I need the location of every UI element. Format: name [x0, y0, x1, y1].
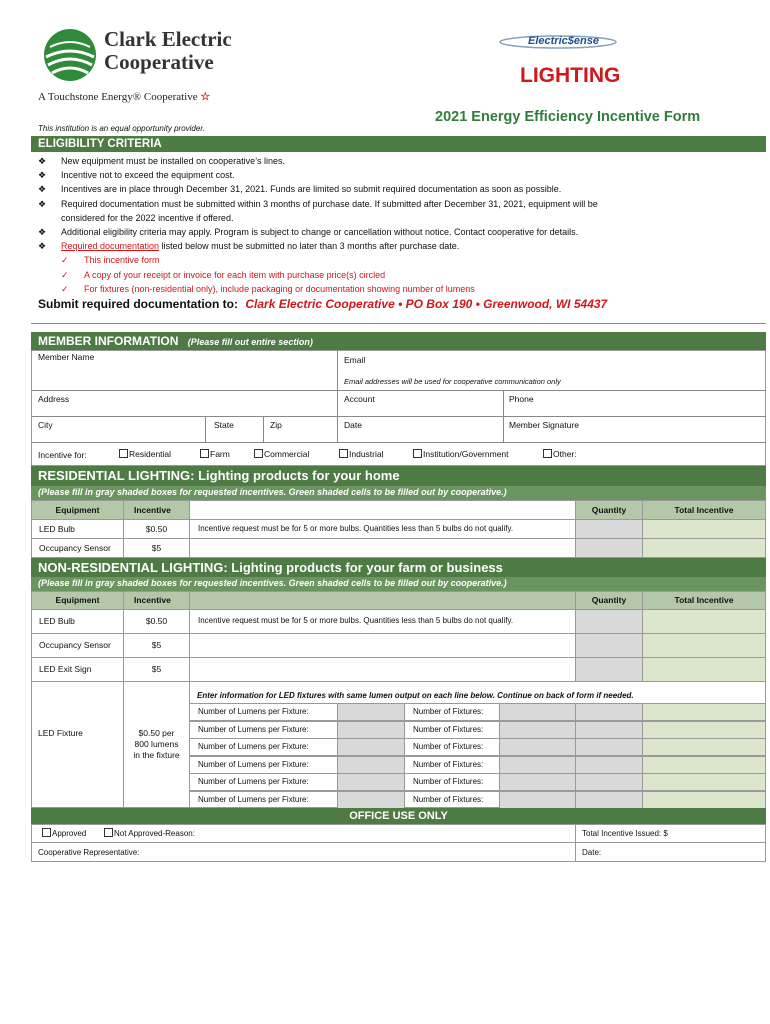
table-row: Occupancy Sensor [31, 633, 124, 658]
list-item: ❖ Required documentation must be submitted within 3 months of purchase date. If submitted after December 31, 2021, equipment will be [38, 197, 738, 211]
lumens-input[interactable] [337, 791, 405, 809]
eligibility-header: ELIGIBILITY CRITERIA [31, 136, 766, 152]
checkmark-icon: ✓ [61, 283, 69, 294]
checkmark-icon: ✓ [61, 269, 69, 280]
form-title: 2021 Energy Efficiency Incentive Form [435, 109, 701, 125]
fixture-incentive: $0.50 per 800 lumens in the fixture [133, 728, 180, 760]
list-item: ❖ Incentive not to exceed the equipment cost. [38, 168, 738, 182]
checkbox[interactable] [200, 449, 209, 458]
res-col-equipment: Equipment [31, 500, 124, 520]
table-row: LED Bulb [31, 609, 124, 634]
office-header: OFFICE USE ONLY [31, 808, 766, 825]
checkmark-icon: ✓ [61, 255, 69, 266]
lumens-input[interactable] [337, 738, 405, 756]
total-cell [642, 791, 766, 809]
clark-logo-icon [42, 27, 98, 83]
fixtures-label: Number of Fixtures: [404, 756, 500, 774]
fixtures-input[interactable] [499, 773, 576, 791]
quantity-input[interactable] [575, 538, 643, 558]
quantity-input[interactable] [575, 703, 643, 721]
email-note: Email addresses will be used for cooperative communication only [344, 377, 561, 386]
required-doc-link[interactable]: Required documentation [61, 241, 160, 252]
checkbox[interactable] [339, 449, 348, 458]
diamond-bullet-icon: ❖ [38, 198, 47, 209]
check-item: ✓ This incentive form [38, 253, 738, 267]
list-item: ❖ Required documentation listed below must be submitted no later than 3 months after purchase date. [38, 239, 738, 253]
res-col-incentive: Incentive [123, 500, 190, 520]
address-field[interactable]: Address [38, 394, 70, 404]
total-cell [642, 721, 766, 739]
touchstone-figures-icon: ☆ [200, 91, 211, 103]
total-cell [642, 657, 766, 682]
date-field[interactable]: Date [344, 420, 362, 430]
fixture-instruction: Enter information for LED fixtures with same lumen output on each line below. Continue on back of form if needed. [197, 691, 634, 700]
checkbox[interactable] [254, 449, 263, 458]
program-title: LIGHTING [520, 64, 621, 87]
phone-field[interactable]: Phone [509, 394, 534, 404]
org-name: Clark Electric Cooperative [104, 27, 232, 74]
res-col-total: Total Incentive [642, 500, 766, 520]
list-item: ❖ Additional eligibility criteria may apply. Program is subject to change or cancellation without notice. Contact cooperative for details. [38, 225, 738, 239]
total-issued: Total Incentive Issued: $ [582, 829, 668, 838]
table-row: Occupancy Sensor [31, 538, 124, 558]
member-header: MEMBER INFORMATION (Please fill out entire section) [31, 332, 766, 350]
diamond-bullet-icon: ❖ [38, 241, 47, 252]
submit-line: Submit required documentation to: Clark Electric Cooperative • PO Box 190 • Greenwood, WI 54437 [38, 297, 608, 311]
equal-opportunity: This institution is an equal opportunity provider. [38, 124, 205, 133]
diamond-bullet-icon: ❖ [38, 170, 47, 181]
check-item: ✓ A copy of your receipt or invoice for each item with purchase price(s) circled [38, 268, 738, 282]
lumens-label: Number of Lumens per Fixture: [189, 721, 338, 739]
quantity-input[interactable] [575, 773, 643, 791]
nonres-col-incentive: Incentive [123, 591, 190, 610]
fixtures-input[interactable] [499, 703, 576, 721]
fixtures-label: Number of Fixtures: [404, 703, 500, 721]
incentive-for-label: Incentive for: [38, 450, 87, 460]
fixtures-input[interactable] [499, 721, 576, 739]
account-field[interactable]: Account [344, 394, 375, 404]
option-commercial[interactable]: Commercial [254, 449, 309, 459]
coop-rep: Cooperative Representative: [38, 848, 140, 857]
signature-field[interactable]: Member Signature [509, 420, 579, 430]
total-cell [642, 519, 766, 539]
option-residential[interactable]: Residential [119, 449, 171, 459]
fixtures-label: Number of Fixtures: [404, 738, 500, 756]
electricsense-logo: Electric$ense [498, 32, 618, 52]
list-item-continued: considered for the 2022 incentive if offered. [61, 212, 234, 223]
quantity-input[interactable] [575, 721, 643, 739]
quantity-input[interactable] [575, 519, 643, 539]
quantity-input[interactable] [575, 609, 643, 634]
checkbox[interactable] [42, 828, 51, 837]
option-other[interactable]: Other: [543, 449, 577, 459]
lumens-label: Number of Lumens per Fixture: [189, 791, 338, 809]
lumens-input[interactable] [337, 773, 405, 791]
residential-subtitle: (Please fill in gray shaded boxes for requested incentives. Green shaded cells to be filled out by cooperative.) [31, 486, 766, 500]
total-cell [642, 538, 766, 558]
table-row: LED Bulb [31, 519, 124, 539]
list-item: ❖ Incentives are in place through December 31, 2021. Funds are limited so submit required documentation as soon as possible. [38, 182, 738, 196]
eligibility-list [38, 154, 738, 296]
nonresidential-header: NON-RESIDENTIAL LIGHTING: Lighting products for your farm or business [31, 558, 766, 577]
option-industrial[interactable]: Industrial [339, 449, 384, 459]
fixtures-input[interactable] [499, 791, 576, 809]
quantity-input[interactable] [575, 756, 643, 774]
res-col-quantity: Quantity [575, 500, 643, 520]
total-cell [642, 703, 766, 721]
checkbox[interactable] [543, 449, 552, 458]
checkbox[interactable] [119, 449, 128, 458]
lumens-label: Number of Lumens per Fixture: [189, 773, 338, 791]
lumens-input[interactable] [337, 721, 405, 739]
quantity-input[interactable] [575, 738, 643, 756]
total-cell [642, 609, 766, 634]
quantity-input[interactable] [575, 791, 643, 809]
approved-option[interactable]: Approved [42, 828, 86, 838]
total-cell [642, 773, 766, 791]
member-name-field[interactable]: Member Name [38, 352, 95, 362]
lumens-label: Number of Lumens per Fixture: [189, 738, 338, 756]
list-item: ❖ New equipment must be installed on cooperative’s lines. [38, 154, 738, 168]
checkbox[interactable] [413, 449, 422, 458]
fixtures-label: Number of Fixtures: [404, 791, 500, 809]
diamond-bullet-icon: ❖ [38, 184, 47, 195]
residential-header: RESIDENTIAL LIGHTING: Lighting products for your home [31, 466, 766, 486]
lumens-input[interactable] [337, 703, 405, 721]
fixtures-input[interactable] [499, 756, 576, 774]
lumens-input[interactable] [337, 756, 405, 774]
office-date: Date: [582, 848, 602, 857]
total-cell [642, 633, 766, 658]
fixtures-label: Number of Fixtures: [404, 773, 500, 791]
lumens-label: Number of Lumens per Fixture: [189, 756, 338, 774]
total-cell [642, 756, 766, 774]
quantity-input[interactable] [575, 633, 643, 658]
zip-field[interactable]: Zip [270, 420, 282, 430]
fixtures-input[interactable] [499, 738, 576, 756]
table-row: LED Exit Sign [31, 657, 124, 682]
option-farm[interactable]: Farm [200, 449, 230, 459]
touchstone-label: A Touchstone Energy® Cooperative ☆ [38, 91, 211, 103]
nonresidential-subtitle: (Please fill in gray shaded boxes for requested incentives. Green shaded cells to be filled out by cooperative.) [31, 577, 766, 591]
check-item: ✓ For fixtures (non-residential only), include packaging or documentation showing number of lumens [38, 282, 738, 296]
fixture-row [31, 681, 124, 808]
lumens-label: Number of Lumens per Fixture: [189, 703, 338, 721]
city-field[interactable]: City [38, 420, 53, 430]
state-field[interactable]: State [214, 420, 234, 430]
nonres-col-equipment: Equipment [31, 591, 124, 610]
fixtures-label: Number of Fixtures: [404, 721, 500, 739]
quantity-input[interactable] [575, 657, 643, 682]
diamond-bullet-icon: ❖ [38, 156, 47, 166]
option-institution[interactable]: Institution/Government [413, 449, 509, 459]
nonres-col-total: Total Incentive [642, 591, 766, 610]
checkbox[interactable] [104, 828, 113, 837]
email-field[interactable]: Email [344, 355, 366, 365]
nonres-col-quantity: Quantity [575, 591, 643, 610]
not-approved-option[interactable]: Not Approved-Reason: [104, 828, 195, 838]
diamond-bullet-icon: ❖ [38, 227, 47, 238]
total-cell [642, 738, 766, 756]
